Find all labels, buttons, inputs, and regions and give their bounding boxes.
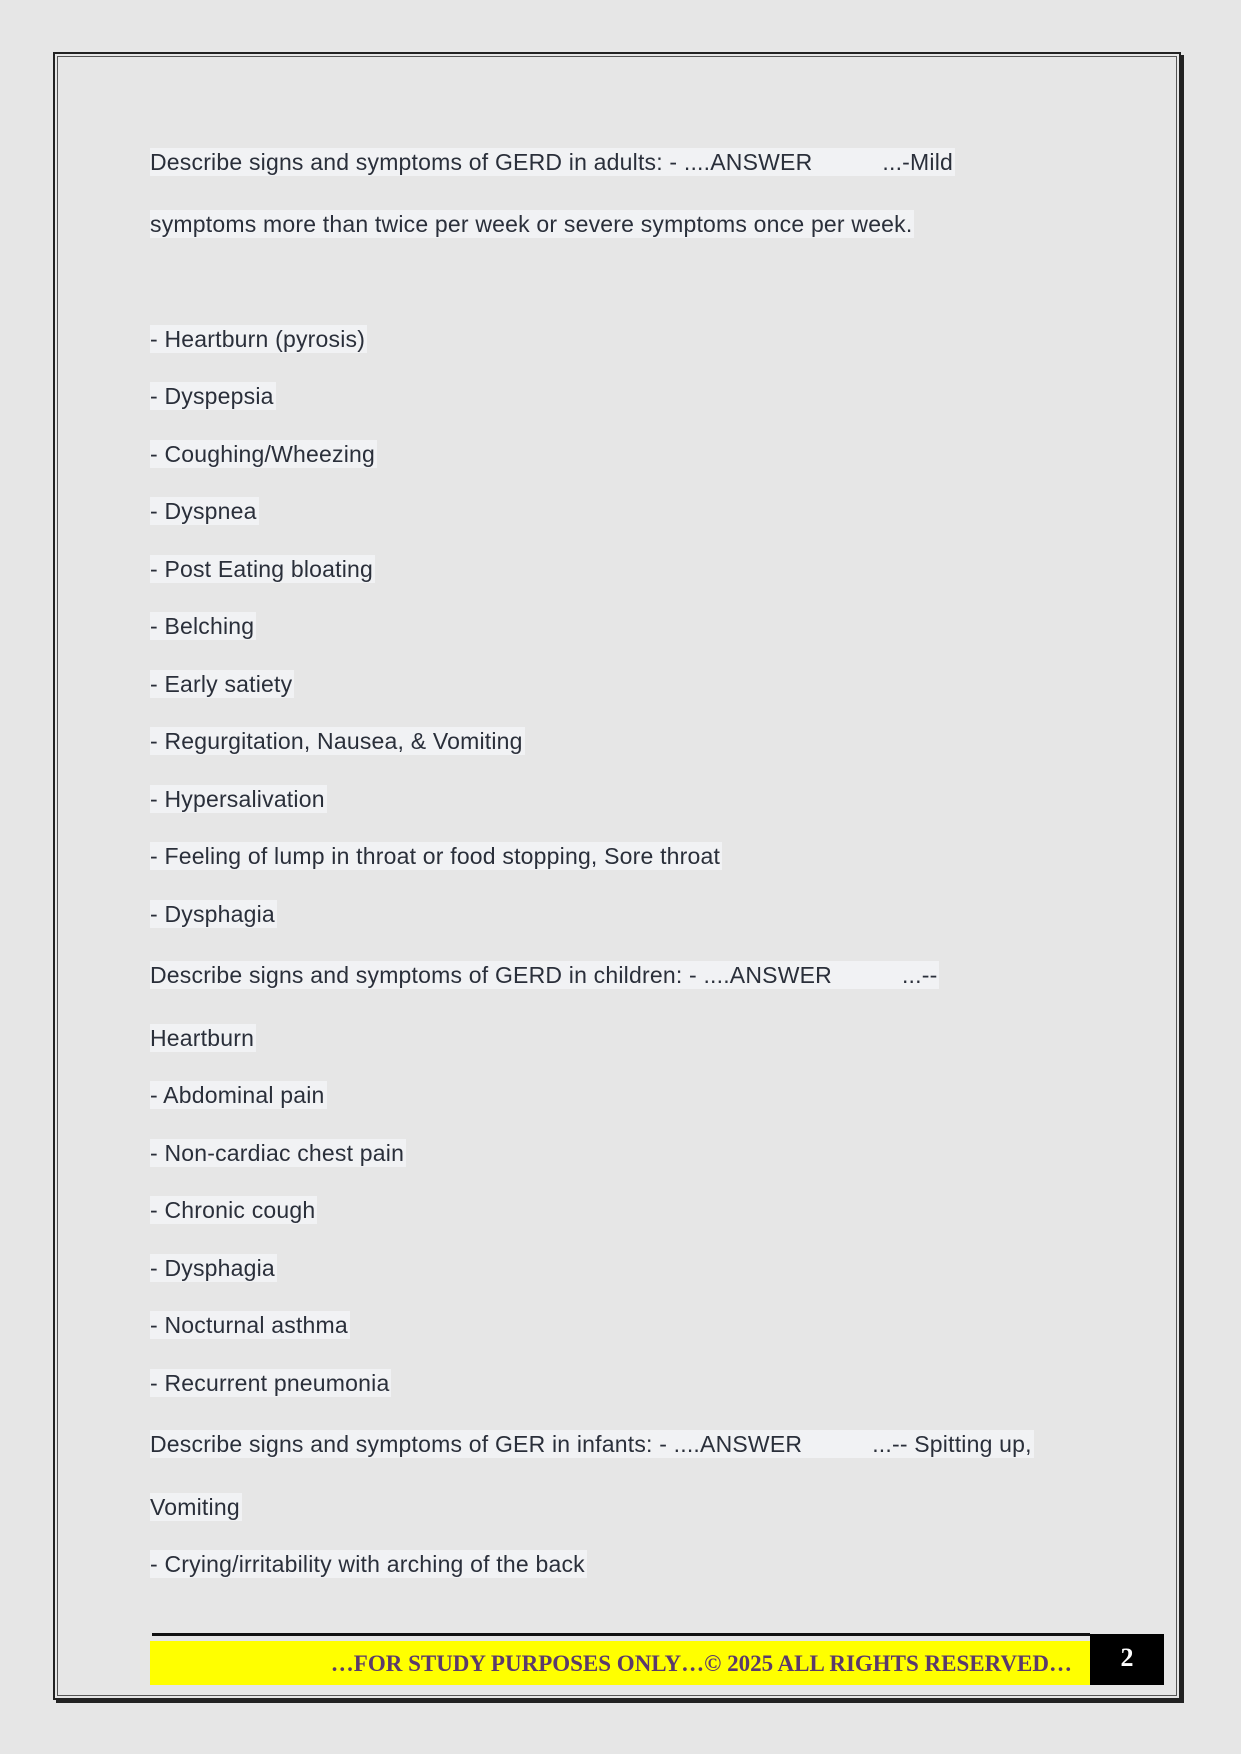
question-children	[150, 961, 939, 989]
list-item: - Chronic cough	[150, 1197, 316, 1223]
list-item: - Dysphagia	[150, 901, 275, 927]
question-text: Describe signs and symptoms of GERD in children: - ....ANSWER	[150, 962, 832, 988]
question-text: Describe signs and symptoms of GERD in adults: - ....ANSWER	[150, 149, 813, 175]
list-item: - Recurrent pneumonia	[150, 1370, 390, 1396]
list-item: - Crying/irritability with arching of the back	[150, 1551, 585, 1577]
list-item: - Coughing/Wheezing	[150, 441, 375, 467]
list-item: - Dyspepsia	[150, 383, 274, 409]
list-item: - Regurgitation, Nausea, & Vomiting	[150, 728, 523, 754]
question-text: Describe signs and symptoms of GER in infants: - ....ANSWER	[150, 1431, 803, 1457]
answer-start: ...--	[901, 962, 938, 988]
question-infants	[150, 1430, 1034, 1458]
page-number: 2	[1090, 1634, 1164, 1685]
footer-rule	[152, 1633, 1090, 1636]
list-item: - Heartburn (pyrosis)	[150, 326, 366, 352]
answer-start: ...-- Spitting up,	[872, 1431, 1032, 1457]
list-item: - Non-cardiac chest pain	[150, 1140, 405, 1166]
list-item: - Abdominal pain	[150, 1082, 325, 1108]
list-item: - Feeling of lump in throat or food stopping, Sore throat	[150, 843, 721, 869]
answer-continuation: Heartburn	[150, 1025, 255, 1051]
answer-continuation: Vomiting	[150, 1494, 240, 1520]
answer-start: ...-Mild	[882, 149, 954, 175]
question-adults	[150, 148, 955, 176]
footer-notice: …FOR STUDY PURPOSES ONLY…© 2025 ALL RIGHTS RESERVED…	[150, 1641, 1090, 1685]
list-item: - Dyspnea	[150, 498, 257, 524]
answer-continuation: symptoms more than twice per week or severe symptoms once per week.	[150, 211, 913, 237]
list-item: - Post Eating bloating	[150, 556, 374, 582]
list-item: - Belching	[150, 613, 255, 639]
list-item: - Hypersalivation	[150, 786, 325, 812]
list-item: - Nocturnal asthma	[150, 1312, 348, 1338]
list-item: - Early satiety	[150, 671, 293, 697]
list-item: - Dysphagia	[150, 1255, 275, 1281]
